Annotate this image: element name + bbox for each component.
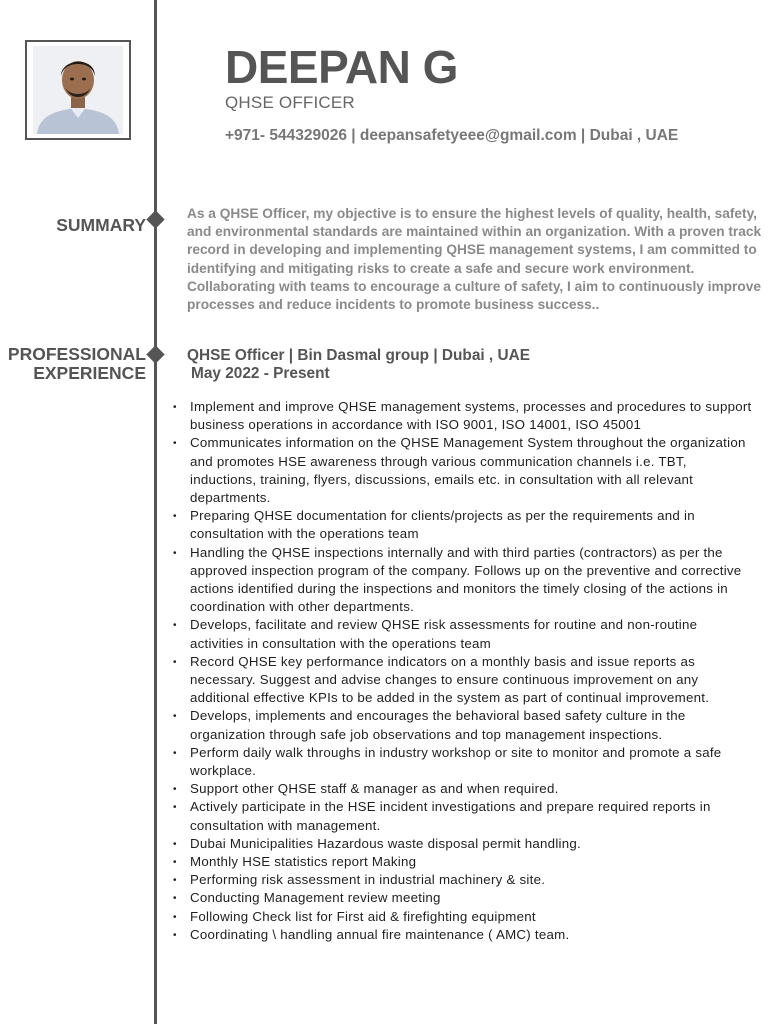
list-item: • Monthly HSE statistics report Making: [172, 853, 752, 871]
job-title: QHSE Officer | Bin Dasmal group | Dubai , UAE: [187, 347, 530, 364]
list-item: • Actively participate in the HSE incident investigations and prepare required reports in consultation with management.: [172, 798, 752, 834]
list-item: • Support other QHSE staff & manager as and when required.: [172, 780, 752, 798]
summary-heading: SUMMARY: [56, 215, 146, 235]
diamond-marker-icon: [146, 210, 164, 228]
list-item: • Coordinating \ handling annual fire maintenance ( AMC) team.: [172, 926, 752, 944]
person-portrait-icon: [33, 46, 123, 134]
candidate-name: DEEPAN G: [225, 41, 458, 93]
summary-paragraph: As a QHSE Officer, my objective is to ensure the highest levels of quality, health, safety, and environmental standards are maintained within an organization. With a proven track record in developing and implementing QHSE management systems, I am committed to identifying and mitigating risks to create a safe and secure work environment. Collaborating with teams to encourage a culture of safety, I aim to continuously improve processes and reduce incidents to promote business success..: [187, 206, 762, 313]
list-item: • Dubai Municipalities Hazardous waste disposal permit handling.: [172, 835, 752, 853]
profile-photo: [25, 40, 131, 140]
duties-list: [172, 398, 752, 944]
list-item: • Communicates information on the QHSE Management System throughout the organization and promotes HSE awareness through various communication channels i.e. TBT, inductions, training, flyers, discussions, emails etc. in consultation with all relevant departments.: [172, 434, 752, 507]
experience-heading: [8, 345, 146, 383]
diamond-marker-icon: [146, 345, 164, 363]
list-item: • Perform daily walk throughs in industry workshop or site to monitor and promote a safe workplace.: [172, 744, 752, 780]
contact-line: +971- 544329026 | deepansafetyeee@gmail.com | Dubai , UAE: [225, 127, 679, 144]
experience-heading-line2: EXPERIENCE: [33, 363, 146, 383]
list-item: • Handling the QHSE inspections internally and with third parties (contractors) as per the approved inspection program of the company. Follows up on the preventive and corrective actions identified during the inspections and monitors the timely closing of the actions in coordination with other departments.: [172, 544, 752, 617]
list-item: • Develops, facilitate and review QHSE risk assessments for routine and non-routine activities in consultation with the operations team: [172, 616, 752, 652]
list-item: • Implement and improve QHSE management systems, processes and procedures to support business operations in accordance with ISO 9001, ISO 14001, ISO 45001: [172, 398, 752, 434]
list-item: • Performing risk assessment in industrial machinery & site.: [172, 871, 752, 889]
job-dates: May 2022 - Present: [191, 365, 330, 382]
list-item: • Conducting Management review meeting: [172, 889, 752, 907]
list-item: • Following Check list for First aid & firefighting equipment: [172, 908, 752, 926]
job-role-title: QHSE OFFICER: [225, 93, 355, 112]
list-item: • Preparing QHSE documentation for clients/projects as per the requirements and in consultation with the operations team: [172, 507, 752, 543]
avatar: [33, 46, 123, 134]
list-item: • Record QHSE key performance indicators on a monthly basis and issue reports as necessary. Suggest and advise changes to ensure continuous improvement on any additional effective KPIs to be added in the system as part of continual improvement.: [172, 653, 752, 708]
list-item: • Develops, implements and encourages the behavioral based safety culture in the organization through safe job observations and top management inspections.: [172, 707, 752, 743]
experience-heading-line1: PROFESSIONAL: [7, 344, 146, 364]
timeline-line: [154, 0, 157, 1024]
